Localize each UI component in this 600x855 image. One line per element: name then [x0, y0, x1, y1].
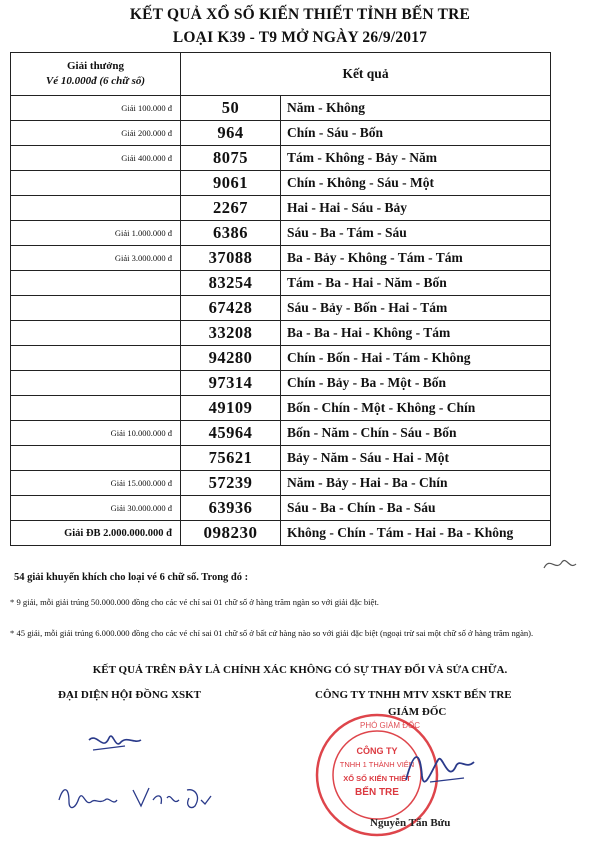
winning-number: 6386	[181, 221, 281, 246]
winning-number: 75621	[181, 446, 281, 471]
prize-label	[11, 196, 181, 221]
svg-text:PHÓ GIÁM ĐỐC: PHÓ GIÁM ĐỐC	[359, 721, 421, 730]
number-in-words: Bốn - Năm - Chín - Sáu - Bốn	[281, 421, 551, 446]
document-title: KẾT QUẢ XỔ SỐ KIẾN THIẾT TỈNH BẾN TRE	[129, 6, 471, 23]
council-signature-mark	[85, 722, 145, 762]
prize-label: Giải 200.000 đ	[11, 121, 181, 146]
prize-label: Giải 400.000 đ	[11, 146, 181, 171]
winning-number: 9061	[181, 171, 281, 196]
director-name: Nguyễn Tấn Bửu	[370, 817, 451, 829]
number-in-words: Ba - Bảy - Không - Tám - Tám	[281, 246, 551, 271]
company-name: CÔNG TY TNHH MTV XSKT BẾN TRE	[315, 689, 512, 701]
result-row	[11, 171, 551, 196]
winning-number: 33208	[181, 321, 281, 346]
encouragement-note-1: * 9 giải, mỗi giải trúng 50.000.000 đồng cho các vé chỉ sai 01 chữ số ở hàng trăm ngàn so với giải đặc biệt.	[10, 597, 379, 607]
number-in-words: Chín - Bốn - Hai - Tám - Không	[281, 346, 551, 371]
prize-label: Giải 1.000.000 đ	[11, 221, 181, 246]
prize-label	[11, 371, 181, 396]
prize-label	[11, 296, 181, 321]
prize-label	[11, 396, 181, 421]
number-in-words: Sáu - Ba - Chín - Ba - Sáu	[281, 496, 551, 521]
winning-number: 098230	[181, 521, 281, 546]
prize-label	[11, 171, 181, 196]
winning-number: 94280	[181, 346, 281, 371]
result-row	[11, 521, 551, 546]
result-row	[11, 246, 551, 271]
number-in-words: Tám - Không - Bảy - Năm	[281, 146, 551, 171]
result-row	[11, 321, 551, 346]
prize-header-label: Giải thưởng	[66, 60, 124, 72]
winning-number: 57239	[181, 471, 281, 496]
prize-column-header	[11, 53, 181, 96]
council-representative-title: ĐẠI DIỆN HỘI ĐỒNG XSKT	[58, 689, 202, 701]
prize-label	[11, 321, 181, 346]
number-in-words: Năm - Bảy - Hai - Ba - Chín	[281, 471, 551, 496]
winning-number: 2267	[181, 196, 281, 221]
result-row	[11, 196, 551, 221]
encouragement-heading: 54 giải khuyến khích cho loại vé 6 chữ số. Trong đó :	[14, 572, 249, 583]
council-signature-name	[55, 780, 215, 818]
prize-label: Giải 10.000.000 đ	[11, 421, 181, 446]
prize-label: Giải 100.000 đ	[11, 96, 181, 121]
winning-number: 67428	[181, 296, 281, 321]
prize-label: Giải 15.000.000 đ	[11, 471, 181, 496]
winning-number: 45964	[181, 421, 281, 446]
results-table	[10, 52, 551, 546]
prize-label: Giải ĐB 2.000.000.000 đ	[11, 521, 181, 546]
encouragement-note-2: * 45 giải, mỗi giải trúng 6.000.000 đồng cho các vé chỉ sai 01 chữ số ở bất cứ hàng nào so với giải đặc biệt (ngoại trừ sai một chữ số ở hàng trăm ngàn).	[10, 628, 534, 638]
winning-number: 83254	[181, 271, 281, 296]
winning-number: 49109	[181, 396, 281, 421]
result-row	[11, 446, 551, 471]
initials-mark	[540, 552, 580, 578]
confirmation-statement: KẾT QUẢ TRÊN ĐÂY LÀ CHÍNH XÁC KHÔNG CÓ SỰ THAY ĐỔI VÀ SỬA CHỮA.	[92, 664, 508, 676]
result-row	[11, 396, 551, 421]
director-signature	[400, 740, 480, 800]
number-in-words: Ba - Ba - Hai - Không - Tám	[281, 321, 551, 346]
number-in-words: Sáu - Bảy - Bốn - Hai - Tám	[281, 296, 551, 321]
result-row	[11, 471, 551, 496]
number-in-words: Bốn - Chín - Một - Không - Chín	[281, 396, 551, 421]
result-row	[11, 496, 551, 521]
winning-number: 37088	[181, 246, 281, 271]
result-row	[11, 146, 551, 171]
winning-number: 63936	[181, 496, 281, 521]
prize-label: Giải 3.000.000 đ	[11, 246, 181, 271]
director-title: GIÁM ĐỐC	[388, 706, 447, 718]
result-row	[11, 346, 551, 371]
number-in-words: Chín - Không - Sáu - Một	[281, 171, 551, 196]
prize-header-sublabel: Vé 10.000đ (6 chữ số)	[45, 75, 146, 87]
winning-number: 97314	[181, 371, 281, 396]
result-row	[11, 371, 551, 396]
number-in-words: Chín - Sáu - Bốn	[281, 121, 551, 146]
number-in-words: Tám - Ba - Hai - Năm - Bốn	[281, 271, 551, 296]
winning-number: 964	[181, 121, 281, 146]
number-in-words: Năm - Không	[281, 96, 551, 121]
number-in-words: Chín - Bảy - Ba - Một - Bốn	[281, 371, 551, 396]
number-in-words: Sáu - Ba - Tám - Sáu	[281, 221, 551, 246]
prize-label	[11, 446, 181, 471]
number-in-words: Hai - Hai - Sáu - Bảy	[281, 196, 551, 221]
result-row	[11, 96, 551, 121]
result-row	[11, 271, 551, 296]
svg-text:BẾN TRE: BẾN TRE	[355, 787, 399, 798]
document-subtitle: LOẠI K39 - T9 MỞ NGÀY 26/9/2017	[172, 29, 428, 46]
result-row	[11, 296, 551, 321]
prize-label	[11, 271, 181, 296]
number-in-words: Không - Chín - Tám - Hai - Ba - Không	[281, 521, 551, 546]
svg-text:CÔNG TY: CÔNG TY	[356, 746, 398, 756]
svg-text:TNHH 1 THÀNH VIÊN: TNHH 1 THÀNH VIÊN	[339, 760, 415, 769]
svg-text:XỔ SỐ KIẾN THIẾT: XỔ SỐ KIẾN THIẾT	[343, 774, 411, 783]
result-column-header: Kết quả	[181, 53, 551, 96]
number-in-words: Bảy - Năm - Sáu - Hai - Một	[281, 446, 551, 471]
prize-label: Giải 30.000.000 đ	[11, 496, 181, 521]
result-row	[11, 121, 551, 146]
winning-number: 50	[181, 96, 281, 121]
result-row	[11, 421, 551, 446]
result-row	[11, 221, 551, 246]
prize-label	[11, 346, 181, 371]
winning-number: 8075	[181, 146, 281, 171]
